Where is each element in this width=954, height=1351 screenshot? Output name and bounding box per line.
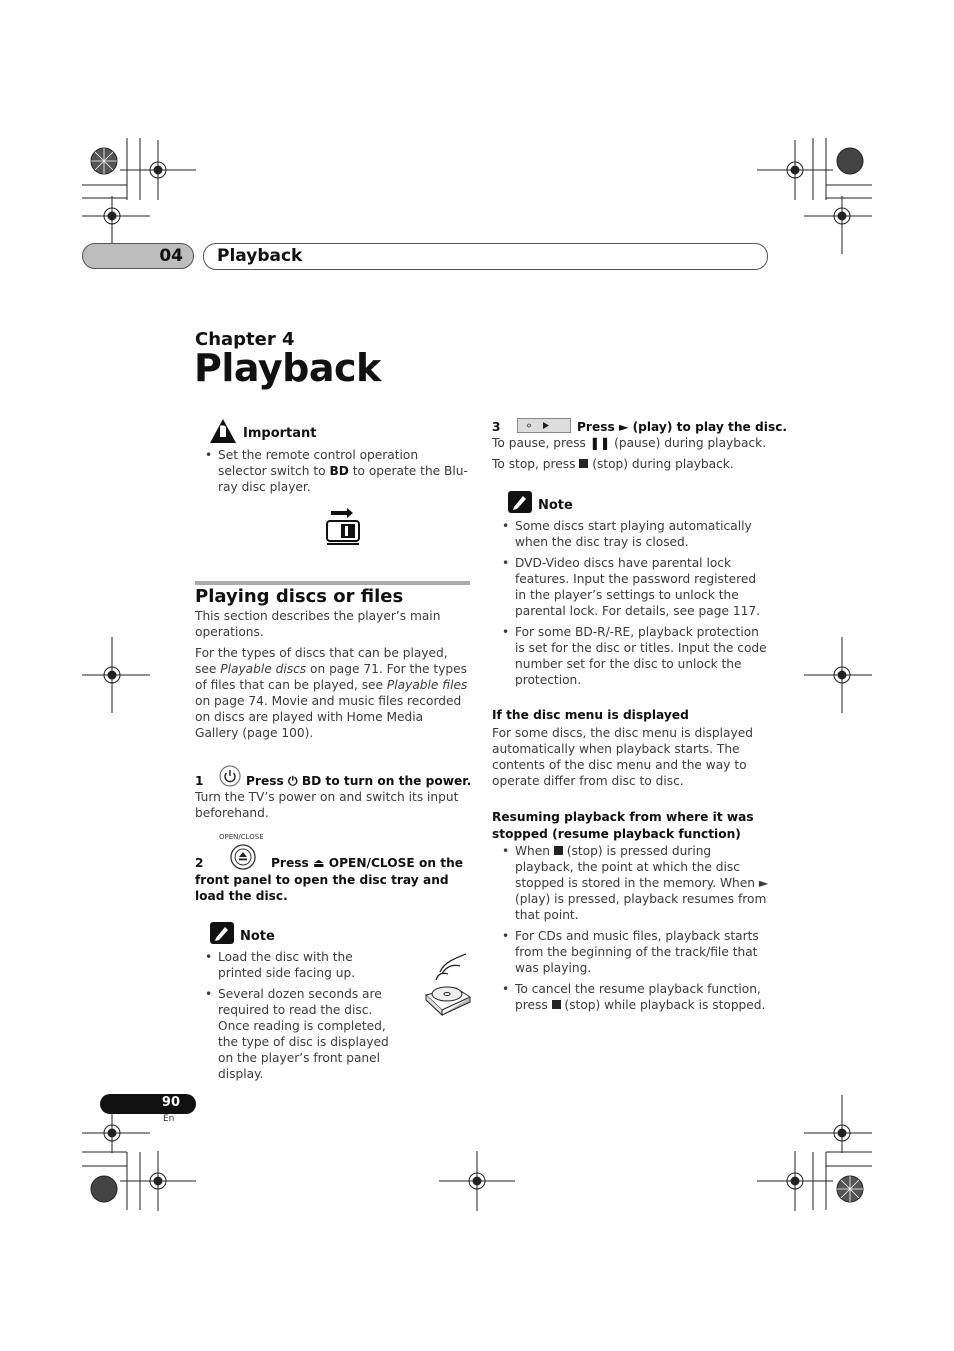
step3-text: Press ► (play) to play the disc. bbox=[577, 420, 788, 434]
list-item: • Several dozen seconds are required to read the disc. Once reading is completed, the type of disc is displayed on the player’s front panel display. bbox=[195, 986, 400, 1082]
note1-heading: Note bbox=[240, 929, 275, 944]
page-number-tab bbox=[100, 1094, 196, 1114]
note-icon bbox=[508, 491, 532, 517]
note-icon bbox=[210, 922, 234, 948]
list-item: • Load the disc with the printed side facing up. bbox=[195, 949, 400, 981]
important-icon bbox=[209, 418, 237, 448]
section-intro: This section describes the player’s main operations. bbox=[195, 609, 441, 639]
step2-text-b: front panel to open the disc tray and load the disc. bbox=[195, 873, 449, 903]
language-code: En bbox=[163, 1114, 175, 1124]
resume-heading: Resuming playback from where it was stopped (resume playback function) bbox=[492, 810, 754, 841]
section-rule bbox=[195, 581, 470, 585]
step3-pause: To pause, press ❚❚ (pause) during playback. bbox=[492, 436, 767, 450]
list-item: • For some BD-R/-RE, playback protection is set for the disc or titles. Input the code number set for the disc to unlock the protection. bbox=[492, 624, 768, 688]
list-item: • DVD-Video discs have parental lock features. Input the password registered in the player’s settings to unlock the parental lock. For details, see page 117. bbox=[492, 555, 768, 619]
step1-text: Press ⏻ BD to turn on the power. bbox=[246, 774, 472, 788]
header-title-bar bbox=[203, 243, 768, 270]
important-heading: Important bbox=[243, 426, 317, 441]
list-item: • For CDs and music files, playback starts from the beginning of the track/file that was playing. bbox=[492, 928, 770, 976]
chapter-number-tab bbox=[82, 243, 194, 269]
page-number: 90 bbox=[161, 1095, 180, 1110]
section-paragraph: For the types of discs that can be played, see Playable discs on page 71. For the types of files that can be played, see Playable files on page 74. Movie and music files recorded on discs are played with Home Media Gallery (page 100). bbox=[195, 646, 468, 740]
chapter-label: Chapter 4 bbox=[195, 329, 295, 350]
chapter-title: Playback bbox=[194, 346, 381, 390]
chapter-number: 04 bbox=[159, 246, 183, 266]
note2-heading: Note bbox=[538, 498, 573, 513]
play-button-icon bbox=[517, 418, 571, 433]
section-title: Playing discs or files bbox=[195, 586, 404, 607]
resume-list bbox=[492, 843, 770, 1018]
list-item: • Some discs start playing automatically when the disc tray is closed. bbox=[492, 518, 768, 550]
step2-number: 2 bbox=[195, 856, 204, 870]
power-button-icon bbox=[219, 765, 241, 791]
disc-menu-heading: If the disc menu is displayed bbox=[492, 708, 689, 722]
open-close-label: OPEN/CLOSE bbox=[219, 833, 264, 841]
list-item: • When (stop) is pressed during playback, the point at which the disc stopped is stored in the memory. When ► (play) is pressed, playback resumes from that point. bbox=[492, 843, 770, 923]
important-list bbox=[195, 447, 470, 500]
eject-button-icon bbox=[230, 844, 256, 874]
note1-list bbox=[195, 949, 400, 1087]
step2-text-a: Press ⏏ OPEN/CLOSE on the bbox=[271, 856, 464, 870]
step3-number: 3 bbox=[492, 420, 501, 434]
disc-loading-illustration bbox=[420, 950, 472, 1020]
list-item: • To cancel the resume playback function, press (stop) while playback is stopped. bbox=[492, 981, 770, 1013]
step1-desc: Turn the TV’s power on and switch its input beforehand. bbox=[195, 790, 459, 820]
step1-number: 1 bbox=[195, 774, 204, 788]
header-title: Playback bbox=[217, 246, 303, 266]
disc-menu-text: For some discs, the disc menu is displayed automatically when playback starts. The contents of the disc menu and the way to operate differ from disc to disc. bbox=[492, 726, 753, 788]
remote-selector-icon bbox=[325, 508, 361, 550]
note2-list bbox=[492, 518, 768, 693]
list-item: • Set the remote control operation selector switch to BD to operate the Blu-ray disc player. bbox=[195, 447, 470, 495]
step3-stop: To stop, press (stop) during playback. bbox=[492, 457, 734, 471]
